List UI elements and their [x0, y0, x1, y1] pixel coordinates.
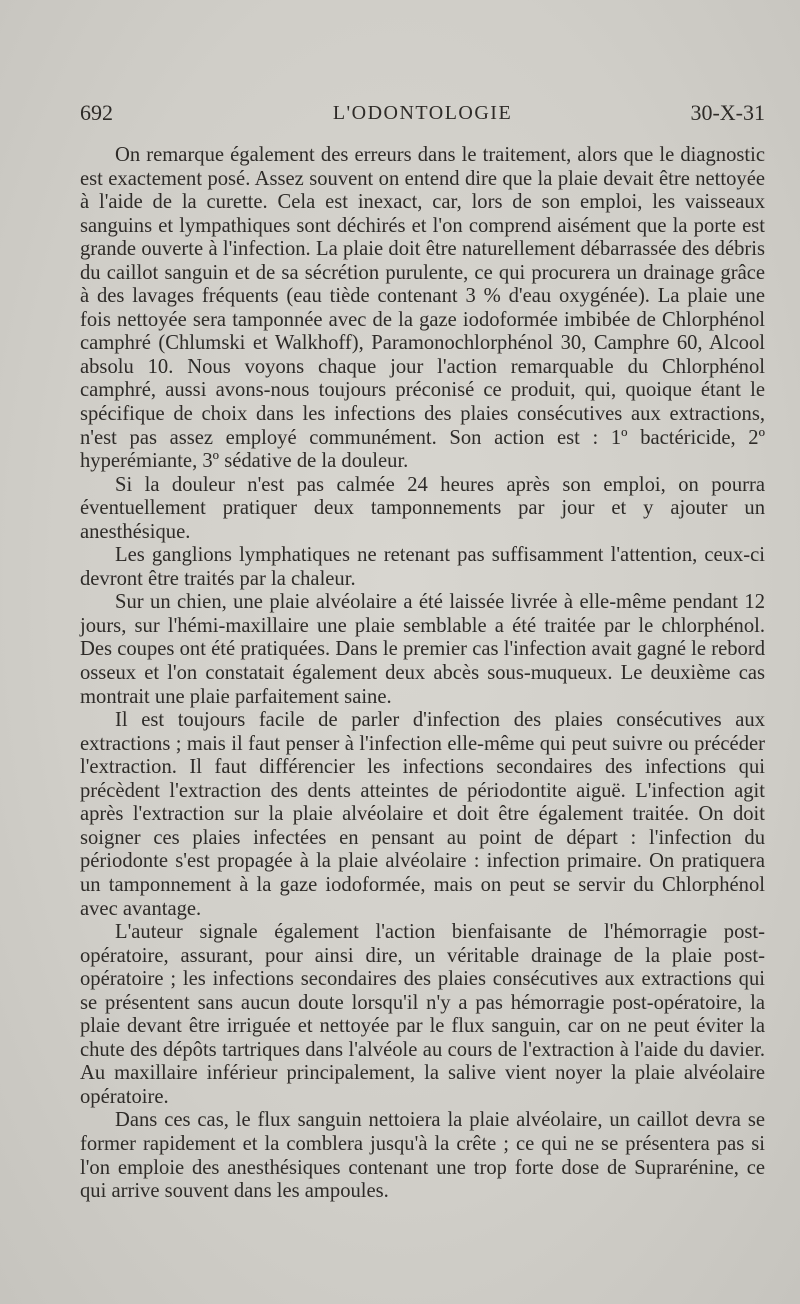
paragraph: Il est toujours facile de parler d'infection des plaies consécutives aux extractions ; mais il faut penser à l'infection elle-même qui peut suivre ou précéder l'extraction. Il faut différencier les infections secondaires des infections qui précèdent l'extraction des dents atteintes de périodontite aiguë. L'infection agit après l'extraction sur la plaie alvéolaire et doit être également traitée. On doit soigner ces plaies infectées en pensant au point de départ : l'infection du périodonte s'est propagée à la plaie alvéolaire : infection primaire. On pratiquera un tamponnement à la gaze iodoformée, mais on peut se servir du Chlorphénol avec avantage.: [80, 709, 765, 920]
issue-date: 30-X-31: [690, 100, 765, 125]
running-header: [80, 98, 765, 128]
paragraph: Les ganglions lymphatiques ne retenant pas suffisamment l'attention, ceux-ci devront être traités par la chaleur.: [80, 544, 765, 590]
paragraph: Dans ces cas, le flux sanguin nettoiera la plaie alvéolaire, un caillot devra se former rapidement et la comblera jusqu'à la crête ; ce qui ne se présentera pas si l'on emploie des anesthésiques contenant une trop forte dose de Suprarénine, ce qui arrive souvent dans les ampoules.: [80, 1109, 765, 1203]
paragraph: Sur un chien, une plaie alvéolaire a été laissée livrée à elle-même pendant 12 jours, sur l'hémi-maxillaire une plaie semblable a été traitée par le chlorphénol. Des coupes ont été pratiquées. Dans le premier cas l'infection avait gagné le rebord osseux et l'on constatait également deux abcès sous-muqueux. Le deuxième cas montrait une plaie parfaitement saine.: [80, 591, 765, 708]
journal-title: L'ODONTOLOGIE: [332, 102, 513, 124]
page-number: 692: [80, 100, 113, 125]
article-body: [80, 144, 765, 1204]
paragraph: On remarque également des erreurs dans le traitement, alors que le diagnostic est exactement posé. Assez souvent on entend dire que la plaie devait être nettoyée à l'aide de la curette. Cela est inexact, car, lors de son emploi, les vaisseaux sanguins et lympathiques sont déchirés et l'on comprend aisément que la porte est grande ouverte à l'infection. La plaie doit être naturellement débarrassée des débris du caillot sanguin et de sa sécrétion purulente, ce qui procurera un drainage grâce à des lavages fréquents (eau tiède contenant 3 % d'eau oxygénée). La plaie une fois nettoyée sera tamponnée avec de la gaze iodoformée imbibée de Chlorphénol camphré (Chlumski et Walkhoff), Paramonochlorphénol 30, Camphre 60, Alcool absolu 10. Nous voyons chaque jour l'action remarquable du Chlorphénol camphré, aussi avons-nous toujours préconisé ce produit, qui, quoique étant le spécifique de choix dans les infections des plaies consécutives aux extractions, n'est pas assez employé communément. Son action est : 1º bactéricide, 2º hyperémiante, 3º sédative de la douleur.: [80, 144, 765, 473]
paragraph: Si la douleur n'est pas calmée 24 heures après son emploi, on pourra éventuellement pratiquer deux tamponnements par jour et y ajouter un anesthésique.: [80, 473, 765, 543]
paragraph: L'auteur signale également l'action bienfaisante de l'hémorragie post-opératoire, assurant, pour ainsi dire, un véritable drainage de la plaie post-opératoire ; les infections secondaires des plaies consécutives aux extractions qui se présentent sans aucun doute lorsqu'il n'y a pas hémorragie post-opératoire, la plaie devant être irriguée et nettoyée par le flux sanguin, car on ne peut éviter la chute des dépôts tartriques dans l'alvéole au cours de l'extraction à l'aide du davier. Au maxillaire inférieur principalement, la salive vient noyer la plaie alvéolaire opératoire.: [80, 921, 765, 1108]
